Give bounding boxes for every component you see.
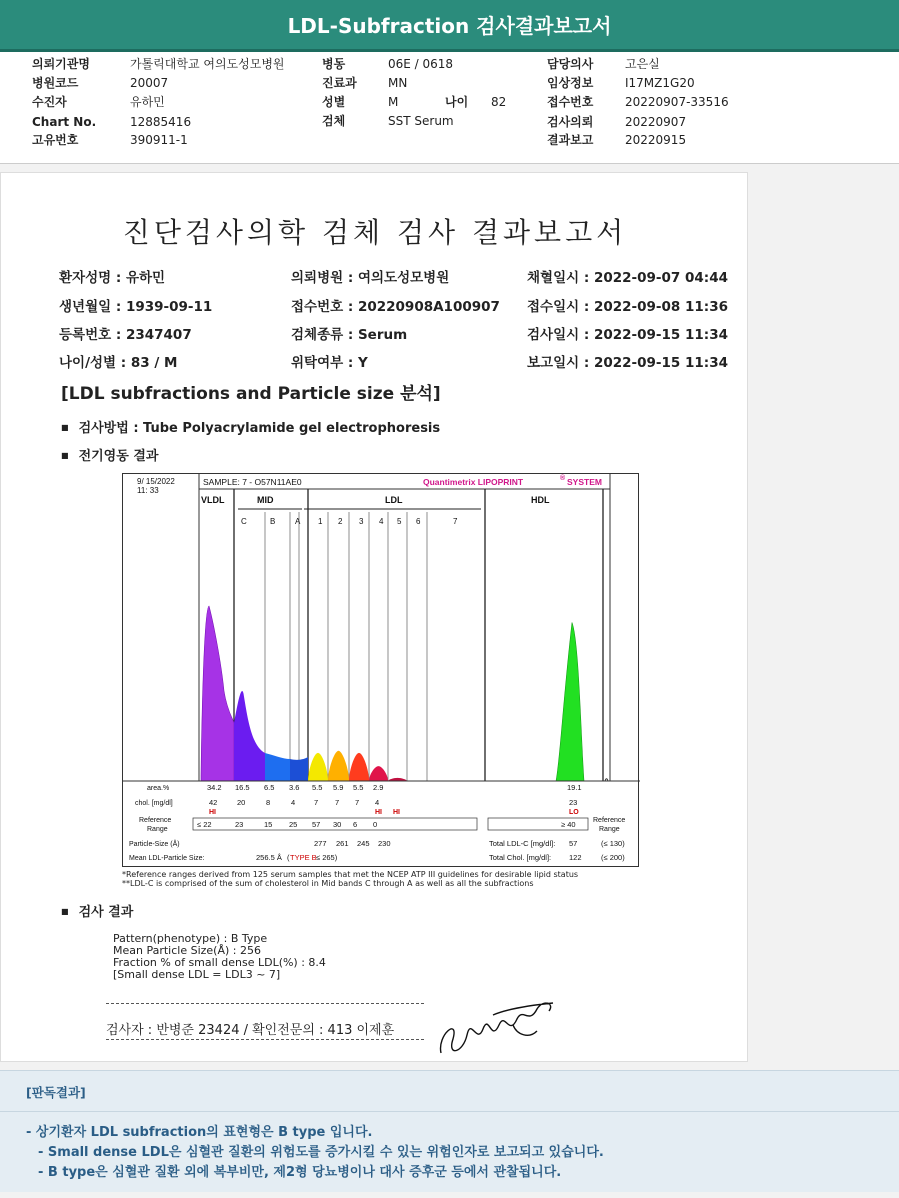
band-label-A: A (295, 517, 301, 526)
total-ldl-value: 57 (569, 839, 578, 848)
row-label-chol: chol. [mg/dl] (135, 800, 173, 807)
result-line: [Small dense LDL = LDL3 ~ 7] (113, 968, 281, 981)
group-label-vldl: VLDL (201, 495, 225, 505)
row-label-ref: Reference (139, 817, 172, 824)
size-value: 230 (378, 839, 391, 848)
group-label-hdl: HDL (531, 495, 550, 505)
info-value: MN (388, 76, 408, 90)
info-value: 고은실 (625, 57, 660, 71)
info-label: 병원코드 (32, 76, 79, 90)
info-value: 가톨릭대학교 여의도성모병원 (130, 57, 285, 71)
peak-ldl-3 (349, 753, 369, 781)
report-field: 채혈일시 : 2022-09-07 04:44 (527, 270, 728, 286)
report-title: 진단검사의학 검체 검사 결과보고서 (122, 216, 628, 249)
band-label-5: 5 (397, 517, 402, 526)
peak-vldl (201, 606, 234, 781)
ref-value: 0 (373, 820, 378, 829)
chol-value: 8 (266, 798, 271, 807)
peak-mid-b (265, 753, 290, 781)
report-field: 위탁여부 : Y (291, 355, 368, 371)
peak-hdl (556, 622, 584, 781)
size-value: 277 (314, 839, 327, 848)
interpretation-heading: [판독결과] (26, 1085, 86, 1100)
info-value: 06E / 0618 (388, 57, 454, 71)
info-label: 검사의뢰 (547, 115, 594, 129)
handwritten-signature (433, 995, 563, 1061)
total-chol-label: Total Chol. [mg/dl]: (489, 853, 552, 862)
row-label-area: area.% (147, 785, 170, 792)
info-row (547, 131, 686, 149)
band-label-6: 6 (416, 517, 421, 526)
type-limit: ≤ 265) (316, 853, 338, 862)
info-row (32, 113, 191, 131)
info-row (322, 55, 453, 73)
lipoprint-svg (123, 474, 640, 868)
info-label: 고유번호 (32, 133, 79, 147)
ref-value: 30 (333, 820, 342, 829)
peak-mid-c (234, 691, 265, 781)
info-value: 20220907-33516 (625, 95, 729, 109)
info-label: 나이 (445, 95, 469, 109)
band-label-1: 1 (318, 517, 323, 526)
flag-label: LO (569, 809, 579, 816)
type-label: TYPE B (290, 853, 317, 862)
info-label: 성별 (322, 95, 346, 109)
area-value: 6.5 (264, 783, 275, 792)
info-row (322, 112, 454, 130)
area-value: 5.9 (333, 783, 344, 792)
info-label: 병동 (322, 57, 346, 71)
chol-value: 7 (314, 798, 319, 807)
group-label-ldl: LDL (385, 495, 403, 505)
peak-ldl-4 (369, 766, 388, 781)
chol-value: 23 (569, 798, 578, 807)
flag-label: HI (375, 809, 382, 816)
area-value: 3.6 (289, 783, 300, 792)
ref-value: 57 (312, 820, 321, 829)
group-label-mid: MID (257, 495, 274, 505)
info-label: 담당의사 (547, 57, 594, 71)
info-row (32, 93, 165, 111)
info-row (32, 55, 285, 73)
peak-mid-a (290, 757, 308, 781)
band-label-3: 3 (359, 517, 364, 526)
ref-right-label2: Range (599, 826, 620, 833)
chol-value: 7 (335, 798, 340, 807)
area-value: 5.5 (353, 783, 364, 792)
chart-system: Quantimetrix LIPOPRINT (423, 477, 524, 487)
report-field: 나이/성별 : 83 / M (59, 355, 178, 371)
result-heading: ■ 검사 결과 (61, 901, 133, 920)
total-chol-ref: (≤ 200) (601, 853, 625, 862)
area-value: 5.5 (312, 783, 323, 792)
info-row (32, 74, 168, 92)
row-label-mean: Mean LDL-Particle Size: (129, 855, 205, 862)
report-field: 환자성명 : 유하민 (59, 270, 166, 286)
area-value: 19.1 (567, 783, 582, 792)
mean-paren: ( (287, 853, 290, 862)
report-field: 보고일시 : 2022-09-15 11:34 (527, 355, 728, 371)
info-value: 390911-1 (130, 133, 188, 147)
chart-time: 11: 33 (137, 486, 159, 495)
report-field: 의뢰병원 : 여의도성모병원 (291, 270, 450, 286)
report-field: 접수일시 : 2022-09-08 11:36 (527, 299, 728, 315)
info-label: Chart No. (32, 115, 97, 129)
info-label: 임상정보 (547, 76, 594, 90)
ref-value: 15 (264, 820, 273, 829)
flag-label: HI (393, 809, 400, 816)
chart-sample: SAMPLE: 7 - O57N11AE0 (203, 477, 302, 487)
info-value: M (388, 95, 399, 109)
section-title: [LDL subfractions and Particle size 분석] (61, 384, 441, 404)
ref-value: ≤ 22 (197, 820, 212, 829)
band-label-C: C (241, 517, 247, 526)
info-value: 유하민 (130, 95, 165, 109)
peak-ldl-1 (308, 753, 328, 781)
info-row (322, 93, 398, 111)
info-value: 20007 (130, 76, 169, 90)
report-field: 접수번호 : 20220908A100907 (291, 299, 500, 315)
divider (0, 1111, 899, 1112)
footnote: *Reference ranges derived from 125 serum samples that met the NCEP ATP III guidelines for desirable lipid status (122, 870, 579, 879)
area-value: 34.2 (207, 783, 222, 792)
ref-value: 23 (235, 820, 244, 829)
chol-value: 42 (209, 798, 218, 807)
band-label-4: 4 (379, 517, 384, 526)
result-block (113, 933, 326, 981)
info-row (547, 93, 729, 111)
chol-value: 4 (291, 798, 296, 807)
peak-ldl-2 (328, 751, 349, 781)
result-line: Mean Particle Size(Å) : 256 (113, 944, 261, 957)
report-paper (0, 172, 748, 1062)
total-ldl-label: Total LDL-C [mg/dl]: (489, 839, 556, 848)
interpretation-line: - 상기환자 LDL subfraction의 표현형은 B type 입니다. (26, 1125, 373, 1140)
ref-value: ≥ 40 (561, 820, 576, 829)
interpretation-line: - B type은 심혈관 질환 외에 복부비만, 제2형 당뇨병이나 대사 증후군 등에서 관찰됩니다. (38, 1165, 562, 1180)
chart-system-sup: ® (560, 475, 566, 482)
info-label: 접수번호 (547, 95, 594, 109)
info-row (547, 113, 686, 131)
chart-system-suffix: SYSTEM (567, 477, 602, 487)
info-row (322, 74, 407, 92)
area-value: 16.5 (235, 783, 250, 792)
divider (106, 1003, 424, 1004)
area-value: 2.9 (373, 783, 384, 792)
info-row (445, 93, 506, 111)
result-line: Pattern(phenotype) : B Type (113, 932, 268, 945)
chart-date: 9/ 15/2022 (137, 477, 175, 486)
patient-info-panel (0, 52, 899, 164)
band-label-B: B (270, 517, 276, 526)
ref-right-label: Reference (593, 817, 626, 824)
chol-value: 7 (355, 798, 360, 807)
info-label: 진료과 (322, 76, 357, 90)
total-chol-value: 122 (569, 853, 582, 862)
signature-line: 검사자 : 반병준 23424 / 확인전문의 : 413 이제훈 (106, 1023, 395, 1038)
row-label-ref2: Range (147, 826, 168, 833)
band-label-7: 7 (453, 517, 458, 526)
report-field: 검사일시 : 2022-09-15 11:34 (527, 327, 728, 343)
flag-label: HI (209, 809, 216, 816)
report-field: 검체종류 : Serum (291, 327, 408, 343)
info-row (32, 131, 188, 149)
size-value: 245 (357, 839, 370, 848)
report-field: 생년월일 : 1939-09-11 (59, 299, 213, 315)
info-label: 의뢰기관명 (32, 57, 90, 71)
chol-value: 20 (237, 798, 246, 807)
info-value: SST Serum (388, 114, 454, 128)
info-value: I17MZ1G20 (625, 76, 695, 90)
chol-value: 4 (375, 798, 380, 807)
report-field: 등록번호 : 2347407 (59, 327, 192, 343)
total-ldl-ref: (≤ 130) (601, 839, 625, 848)
info-value: 20220915 (625, 133, 687, 147)
mean-size: 256.5 Å (256, 853, 282, 862)
interpretation-line: - Small dense LDL은 심혈관 질환의 위험도를 증가시킬 수 있는 위험인자로 보고되고 있습니다. (38, 1145, 604, 1160)
ref-value: 25 (289, 820, 298, 829)
info-row (547, 74, 695, 92)
lipoprint-chart (122, 473, 639, 867)
info-label: 검체 (322, 114, 346, 128)
info-value: 20220907 (625, 115, 687, 129)
method-line: ■ 검사방법 : Tube Polyacrylamide gel electrophoresis (61, 417, 440, 436)
band-label-2: 2 (338, 517, 343, 526)
info-value: 12885416 (130, 115, 192, 129)
interpretation-panel (0, 1070, 899, 1192)
info-label: 결과보고 (547, 133, 594, 147)
size-value: 261 (336, 839, 349, 848)
info-row (547, 55, 660, 73)
row-label-size: Particle-Size (Å) (129, 841, 180, 848)
divider (106, 1039, 424, 1040)
info-value: 82 (491, 95, 507, 109)
report-header-title: LDL-Subfraction 검사결과보고서 (0, 0, 899, 52)
info-label: 수진자 (32, 95, 67, 109)
footnote: **LDL-C is comprised of the sum of cholesterol in Mid bands C through A as well as all the subfractions (122, 879, 534, 888)
electrophoresis-heading: ■ 전기영동 결과 (61, 445, 158, 464)
ref-value: 6 (353, 820, 358, 829)
result-line: Fraction % of small dense LDL(%) : 8.4 (113, 956, 326, 969)
